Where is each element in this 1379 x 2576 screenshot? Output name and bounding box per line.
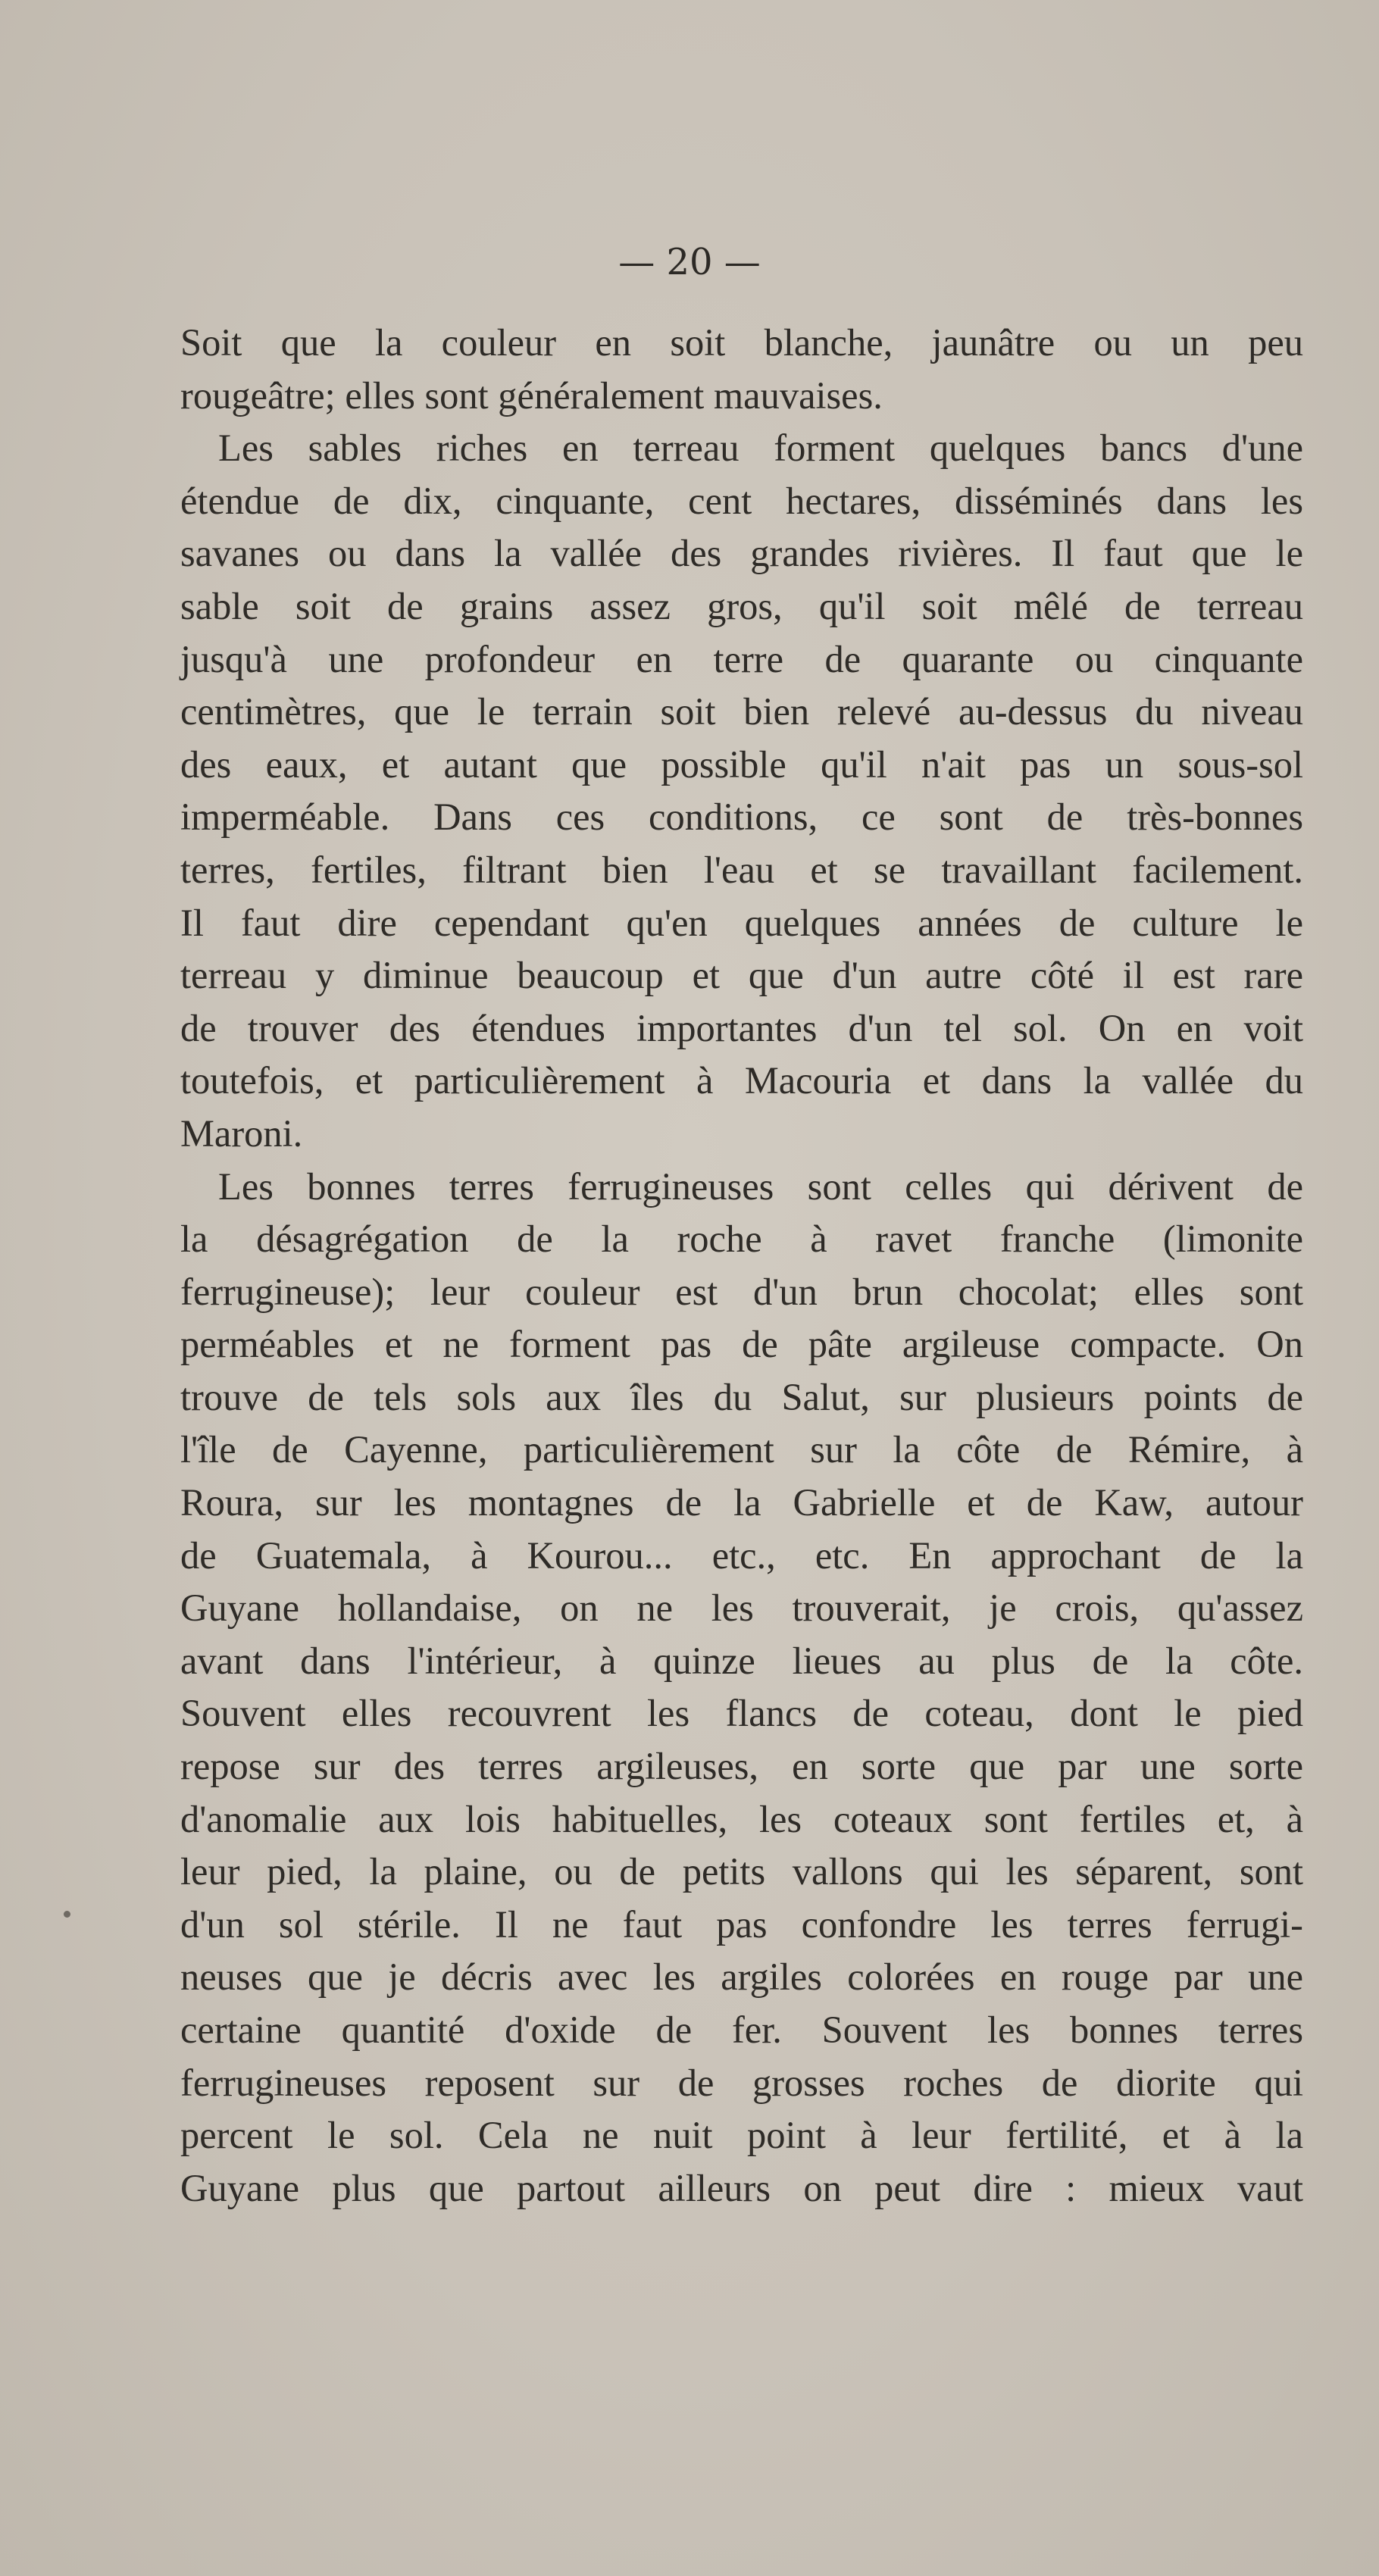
page-number: — 20 — — [618, 241, 761, 283]
text-line: certaine quantité d'oxide de fer. Souvent les bonnes terres — [180, 2009, 1303, 2051]
text-line: de trouver des étendues importantes d'un tel sol. On en voit — [180, 1006, 1303, 1049]
text-line: terreau y diminue beaucoup et que d'un autre côté il est rare — [180, 954, 1303, 997]
text-line: Guyane plus que partout ailleurs on peut dire : mieux vaut — [180, 2166, 1303, 2209]
text-line: d'anomalie aux lois habituelles, les coteaux sont fertiles et, à — [180, 1797, 1303, 1840]
text-line: Les sables riches en terreau forment quelques bancs d'une — [218, 427, 1303, 470]
text-line: Souvent elles recouvrent les flancs de coteau, dont le pied — [180, 1692, 1303, 1735]
text-line: de Guatemala, à Kourou... etc., etc. En approchant de la — [180, 1533, 1303, 1577]
text-line: savanes ou dans la vallée des grandes rivières. Il faut que le — [180, 532, 1303, 575]
text-line: Soit que la couleur en soit blanche, jaunâtre ou un peu — [180, 321, 1303, 364]
text-line: ferrugineuse); leur couleur est d'un brun chocolat; elles sont — [180, 1270, 1303, 1313]
text-line: Guyane hollandaise, on ne les trouverait, je crois, qu'assez — [180, 1587, 1303, 1630]
text-line: perméables et ne forment pas de pâte argileuse compacte. On — [180, 1323, 1303, 1366]
text-line: Il faut dire cependant qu'en quelques années de culture le — [180, 901, 1303, 944]
text-line: jusqu'à une profondeur en terre de quarante ou cinquante — [180, 637, 1303, 680]
text-line: imperméable. Dans ces conditions, ce sont de très-bonnes — [180, 796, 1303, 839]
text-line: ferrugineuses reposent sur de grosses roches de diorite qui — [180, 2061, 1303, 2104]
text-line: d'un sol stérile. Il ne faut pas confondre les terres ferrugi- — [180, 1902, 1303, 1946]
text-line: trouve de tels sols aux îles du Salut, sur plusieurs points de — [180, 1375, 1303, 1418]
text-line: toutefois, et particulièrement à Macouria et dans la vallée du — [180, 1059, 1303, 1102]
text-line: terres, fertiles, filtrant bien l'eau et se travaillant facilement. — [180, 848, 1303, 891]
text-line: sable soit de grains assez gros, qu'il soit mêlé de terreau — [180, 584, 1303, 627]
text-line: l'île de Cayenne, particulièrement sur la côte de Rémire, à — [180, 1428, 1303, 1471]
text-line: neuses que je décris avec les argiles colorées en rouge par une — [180, 1955, 1303, 1999]
text-line: leur pied, la plaine, ou de petits vallons qui les séparent, sont — [180, 1850, 1303, 1893]
text-line: Les bonnes terres ferrugineuses sont celles qui dérivent de — [218, 1165, 1303, 1208]
text-line: Maroni. — [180, 1111, 303, 1155]
text-line: Roura, sur les montagnes de la Gabrielle et de Kaw, autour — [180, 1481, 1303, 1524]
text-line: étendue de dix, cinquante, cent hectares, disséminés dans les — [180, 479, 1303, 522]
text-line: percent le sol. Cela ne nuit point à leur fertilité, et à la — [180, 2114, 1303, 2157]
text-line: la désagrégation de la roche à ravet franche (limonite — [180, 1218, 1303, 1261]
text-line: des eaux, et autant que possible qu'il n'ait pas un sous-sol — [180, 742, 1303, 786]
body-text — [180, 317, 1303, 2215]
text-line: avant dans l'intérieur, à quinze lieues au plus de la côte. — [180, 1639, 1303, 1682]
text-line: rougeâtre; elles sont généralement mauvaises. — [180, 374, 883, 417]
text-line: repose sur des terres argileuses, en sorte que par une sorte — [180, 1745, 1303, 1788]
text-line: centimètres, que le terrain soit bien relevé au-dessus du niveau — [180, 690, 1303, 733]
paper-speck — [64, 1911, 70, 1918]
